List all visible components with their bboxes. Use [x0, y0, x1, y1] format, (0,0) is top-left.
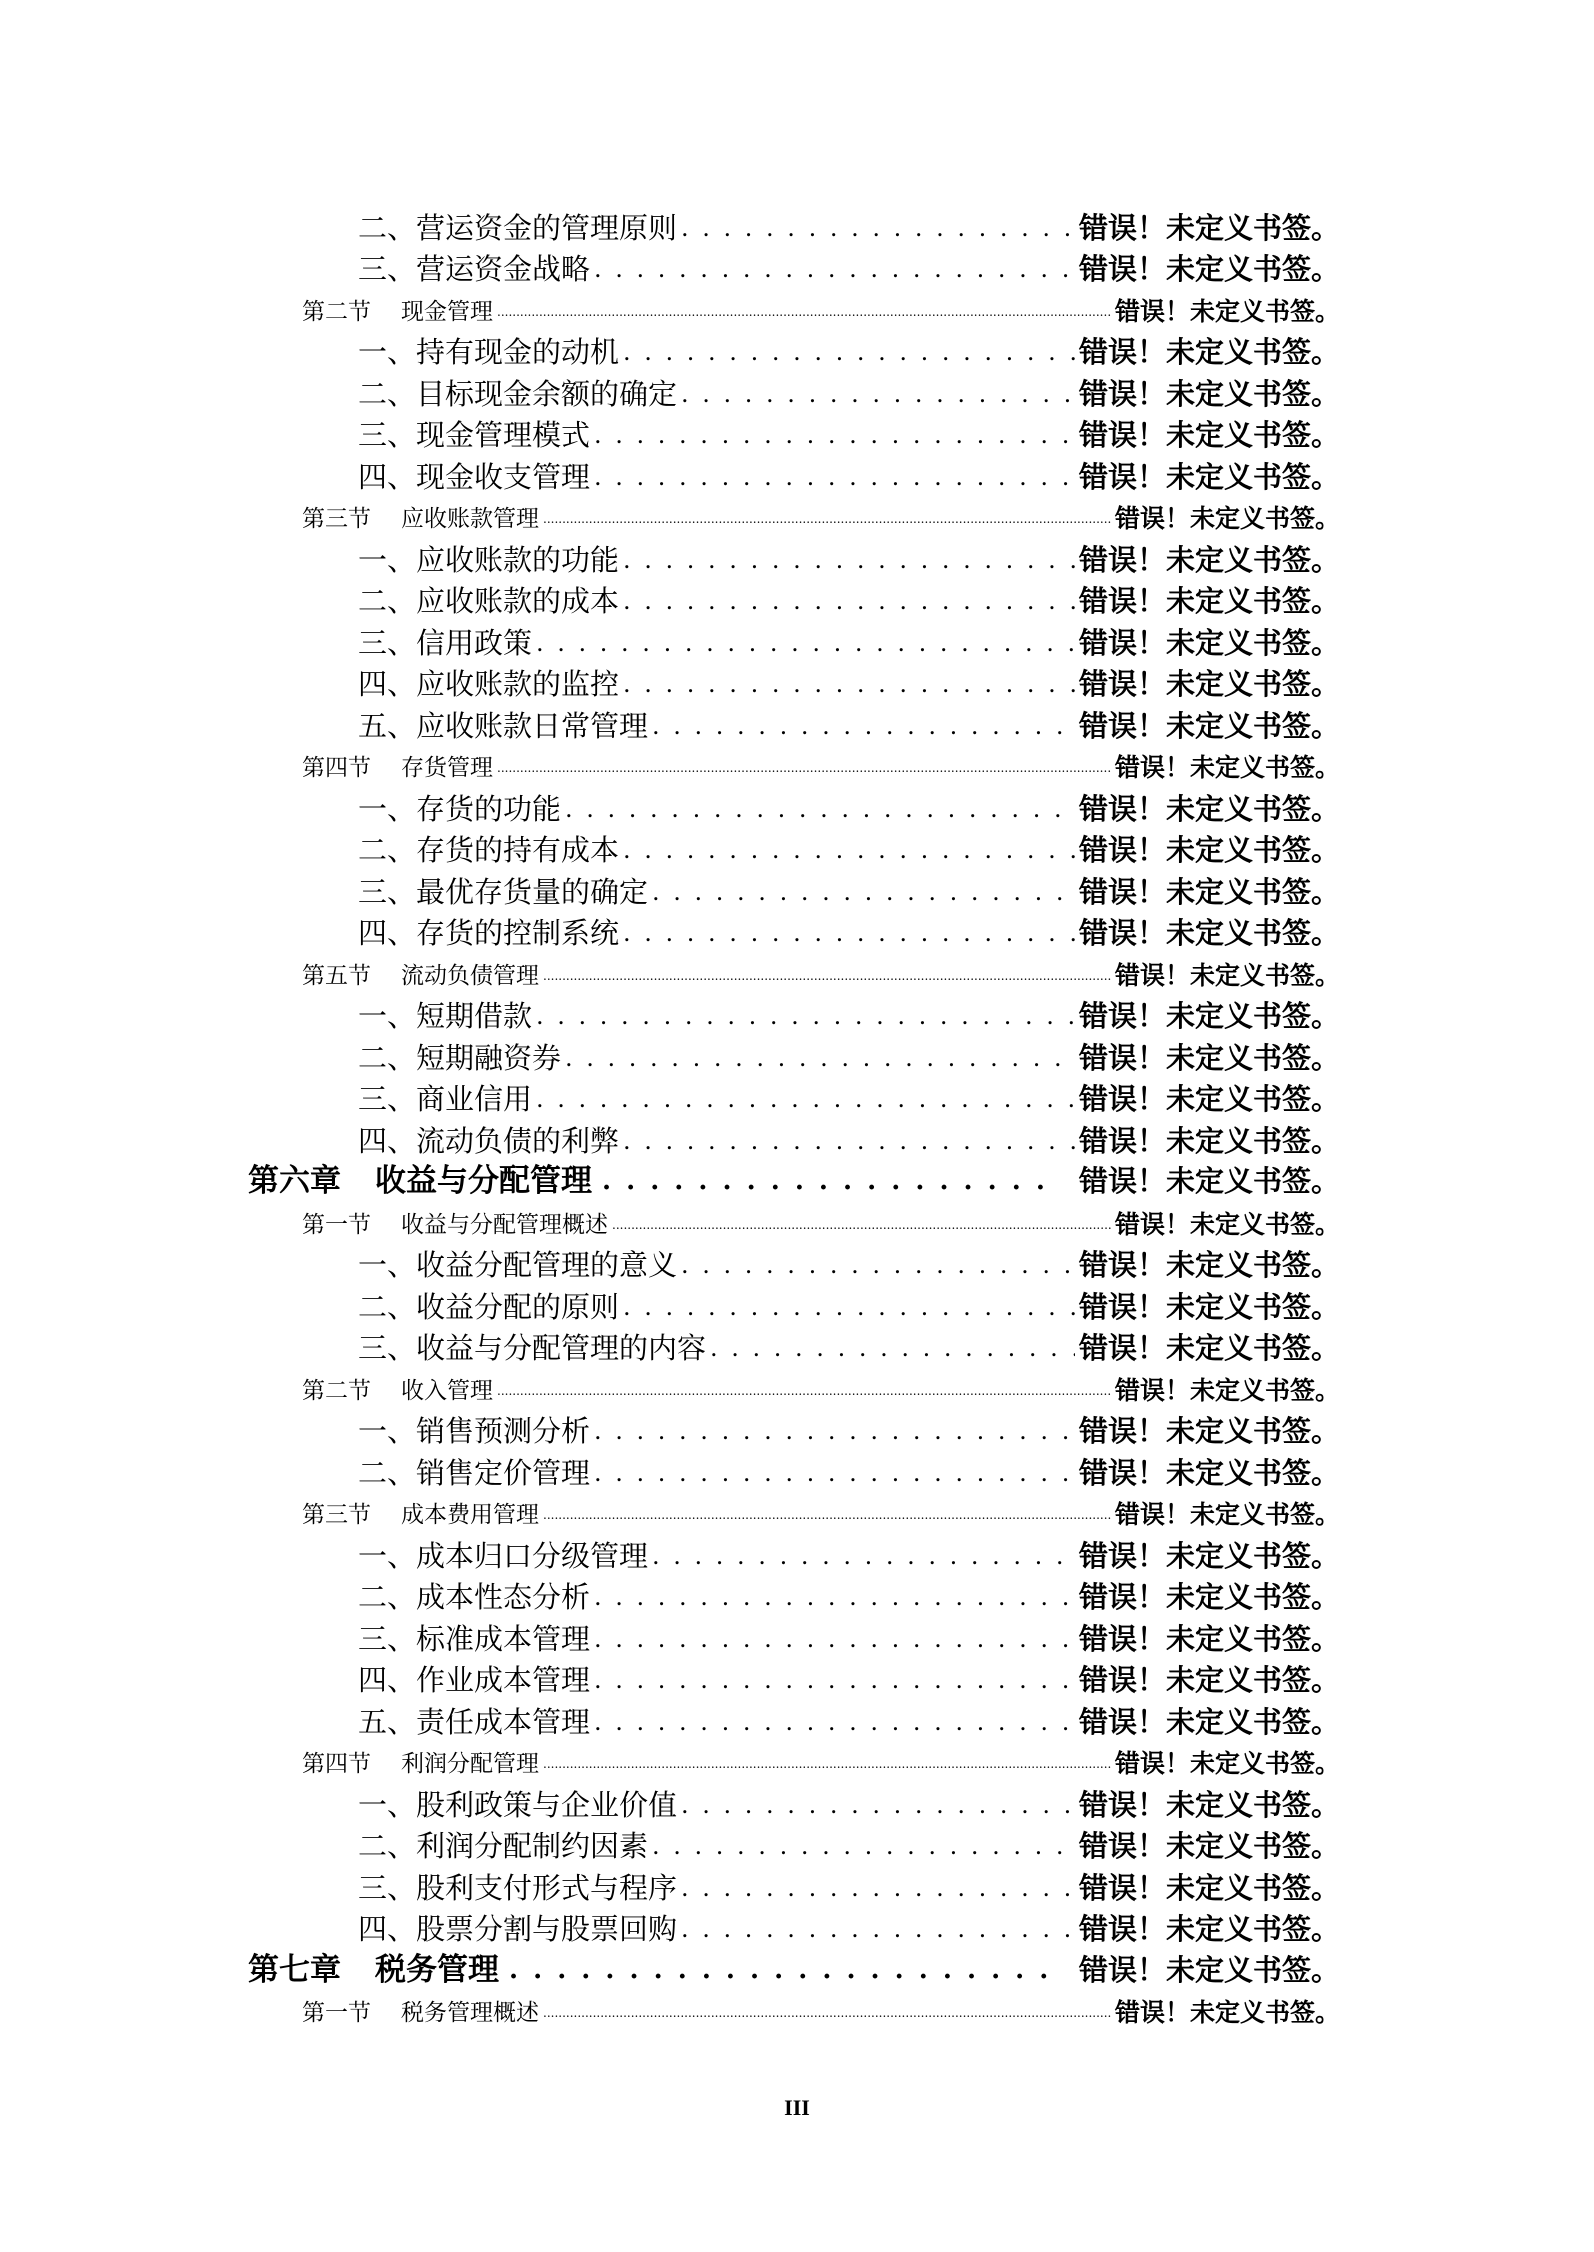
toc-entry-title	[358, 1828, 648, 1864]
toc-entry-title	[358, 1787, 677, 1823]
toc-section-row[interactable]	[0, 1740, 1340, 1782]
toc-item-row[interactable]	[0, 536, 1340, 578]
dot-leader	[543, 499, 1111, 536]
toc-entry-number: 第一节	[302, 1211, 371, 1238]
toc-entry-page-ref: 错误！未定义书签。	[1078, 584, 1340, 618]
toc-entry-page-ref: 错误！未定义书签。	[1078, 252, 1340, 286]
toc-item-row[interactable]	[0, 370, 1340, 412]
toc-entry-label: 一、销售预测分析	[358, 1414, 591, 1448]
toc-entry-page-ref: 错误！未定义书签。	[1078, 874, 1340, 909]
dot-leader	[497, 1371, 1111, 1408]
toc-entry-label: 二、短期融资券	[358, 1040, 562, 1075]
dot-leader	[543, 1744, 1111, 1781]
dot-leader	[710, 1328, 1075, 1366]
toc-section-row[interactable]	[0, 744, 1340, 786]
toc-entry-page-ref: 错误！未定义书签。	[1078, 1787, 1340, 1822]
toc-entry-page-ref: 错误！未定义书签。	[1078, 1082, 1340, 1116]
toc-entry-title	[358, 376, 677, 412]
toc-entry-title	[358, 210, 677, 246]
toc-item-row[interactable]	[0, 1034, 1340, 1076]
toc-item-row[interactable]	[0, 910, 1340, 952]
toc-entry-page-ref: 错误！未定义书签。	[1078, 376, 1340, 411]
dot-leader	[536, 623, 1075, 661]
toc-section-row[interactable]	[0, 1200, 1340, 1242]
dot-leader	[543, 1495, 1111, 1532]
toc-item-row[interactable]	[0, 1615, 1340, 1657]
toc-entry-title	[358, 998, 532, 1034]
toc-entry-label: 一、持有现金的动机	[358, 335, 620, 369]
toc-entry-title	[358, 417, 590, 453]
toc-item-row[interactable]	[0, 1906, 1340, 1948]
dot-leader	[681, 1785, 1075, 1823]
toc-entry-label: 成本费用管理	[401, 1502, 539, 1528]
toc-entry-number: 第三节	[302, 1502, 371, 1528]
toc-chapter-row[interactable]	[0, 1159, 1340, 1201]
dot-leader	[594, 1411, 1075, 1449]
dot-leader	[594, 1702, 1075, 1740]
toc-entry-page-ref: 错误！未定义书签。	[1078, 1289, 1340, 1324]
toc-entry-label: 三、标准成本管理	[358, 1621, 591, 1656]
toc-entry-title	[358, 1579, 590, 1615]
toc-item-row[interactable]	[0, 1864, 1340, 1906]
toc-entry-title	[358, 708, 648, 744]
toc-entry-title	[302, 1498, 539, 1532]
page-number: III	[784, 2095, 810, 2120]
toc-entry-number: 第三节	[302, 506, 371, 532]
toc-item-row[interactable]	[0, 993, 1340, 1035]
toc-entry-title	[302, 295, 493, 329]
toc-entry-page-ref: 错误！未定义书签。	[1078, 1580, 1340, 1614]
dot-leader	[623, 664, 1075, 702]
toc-entry-title	[358, 1330, 706, 1366]
toc-entry-page-ref: 错误！未定义书签。	[1078, 1952, 1340, 1987]
dot-leader	[681, 1909, 1075, 1947]
toc-entry-page-ref: 错误！未定义书签。	[1078, 1164, 1340, 1198]
dot-leader	[623, 332, 1075, 370]
toc-entry-title	[358, 1455, 590, 1491]
dot-leader	[594, 249, 1075, 287]
toc-entry-label: 二、成本性态分析	[358, 1580, 591, 1614]
toc-entry-title	[358, 334, 619, 370]
toc-section-row[interactable]	[0, 951, 1340, 993]
toc-entry-title	[358, 1911, 677, 1947]
dot-leader	[536, 1079, 1075, 1117]
toc-item-row[interactable]	[0, 1408, 1340, 1450]
toc-chapter-row[interactable]	[0, 1947, 1340, 1989]
dot-leader	[652, 706, 1075, 744]
dot-leader	[509, 1949, 1059, 1989]
toc-entry-title	[358, 832, 619, 868]
toc-entry-page-ref: 错误！未定义书签。	[1114, 753, 1340, 782]
dot-leader	[681, 1245, 1075, 1283]
toc-entry-page-ref: 错误！未定义书签。	[1114, 296, 1340, 326]
toc-entry-label: 存货管理	[401, 755, 493, 781]
dot-leader	[594, 415, 1075, 453]
dot-leader	[612, 1205, 1111, 1242]
toc-entry-label: 税务管理概述	[401, 2000, 539, 2026]
toc-item-row[interactable]	[0, 1283, 1340, 1325]
dot-leader	[543, 956, 1111, 993]
toc-entry-number: 第一节	[302, 2000, 371, 2026]
toc-entry-title	[358, 1123, 619, 1159]
toc-entry-page-ref: 错误！未定义书签。	[1114, 1500, 1340, 1529]
dot-leader	[536, 996, 1075, 1034]
toc-entry-page-ref: 错误！未定义书签。	[1114, 1998, 1340, 2027]
dot-leader	[497, 748, 1111, 785]
toc-section-row[interactable]	[0, 1989, 1340, 2031]
toc-item-row[interactable]	[0, 1823, 1340, 1865]
toc-entry-page-ref: 错误！未定义书签。	[1078, 1123, 1340, 1158]
toc-entry-page-ref: 错误！未定义书签。	[1078, 833, 1340, 867]
toc-entry-page-ref: 错误！未定义书签。	[1114, 504, 1340, 533]
toc-section-row[interactable]	[0, 287, 1340, 329]
toc-entry-page-ref: 错误！未定义书签。	[1078, 1912, 1340, 1946]
toc-entry-label: 五、应收账款日常管理	[358, 708, 649, 743]
toc-item-row[interactable]	[0, 412, 1340, 454]
toc-entry-label: 四、流动负债的利弊	[358, 1123, 620, 1158]
toc-entry-title	[302, 1747, 539, 1781]
toc-entry-label: 收益与分配管理概述	[401, 1211, 608, 1238]
toc-item-row[interactable]	[0, 702, 1340, 744]
toc-entry-label: 三、股利支付形式与程序	[358, 1870, 678, 1905]
toc-entry-page-ref: 错误！未定义书签。	[1078, 418, 1340, 452]
toc-item-row[interactable]	[0, 1574, 1340, 1616]
toc-entry-title	[302, 959, 539, 993]
toc-entry-label: 二、销售定价管理	[358, 1455, 591, 1490]
dot-leader	[623, 830, 1075, 868]
toc-item-row[interactable]	[0, 1657, 1340, 1699]
dot-leader	[652, 1826, 1075, 1864]
toc-entry-page-ref: 错误！未定义书签。	[1078, 1621, 1340, 1656]
dot-leader	[594, 1619, 1075, 1657]
toc-entry-label: 二、收益分配的原则	[358, 1289, 620, 1324]
toc-entry-title	[358, 542, 619, 578]
toc-entry-number: 第六章	[248, 1163, 341, 1199]
toc-entry-title	[302, 751, 493, 785]
dot-leader	[681, 1868, 1075, 1906]
toc-entry-label: 收入管理	[401, 1377, 493, 1404]
toc-entry-title	[358, 1704, 590, 1740]
toc-item-row[interactable]	[0, 1781, 1340, 1823]
toc-item-row[interactable]	[0, 1242, 1340, 1284]
toc-entry-page-ref: 错误！未定义书签。	[1078, 1040, 1340, 1075]
toc-entry-label: 三、信用政策	[358, 625, 533, 660]
toc-entry-label: 四、作业成本管理	[358, 1663, 591, 1697]
toc-item-row[interactable]	[0, 578, 1340, 620]
toc-item-row[interactable]	[0, 868, 1340, 910]
toc-entry-number: 第四节	[302, 755, 371, 781]
toc-entry-title	[358, 1289, 619, 1325]
toc-entry-title	[248, 1951, 499, 1989]
toc-entry-title	[358, 1040, 561, 1076]
toc-entry-number: 第七章	[248, 1951, 341, 1988]
dot-leader	[623, 913, 1075, 951]
dot-leader	[623, 1121, 1075, 1159]
toc-item-row[interactable]	[0, 453, 1340, 495]
toc-entry-page-ref: 错误！未定义书签。	[1114, 1209, 1340, 1239]
toc-entry-label: 现金管理	[401, 298, 493, 325]
dot-leader	[565, 789, 1075, 827]
toc-section-row[interactable]	[0, 495, 1340, 537]
toc-entry-page-ref: 错误！未定义书签。	[1078, 1248, 1340, 1282]
toc-entry-label: 三、营运资金战略	[358, 252, 591, 286]
toc-item-row[interactable]	[0, 246, 1340, 288]
toc-entry-title	[358, 1870, 677, 1906]
toc-entry-title	[248, 1162, 592, 1200]
dot-leader	[594, 1660, 1075, 1698]
toc-entry-page-ref: 错误！未定义书签。	[1078, 542, 1340, 577]
toc-entry-label: 四、现金收支管理	[358, 459, 591, 494]
toc-entry-label: 一、短期借款	[358, 999, 533, 1033]
dot-leader	[594, 1577, 1075, 1615]
toc-entry-page-ref: 错误！未定义书签。	[1114, 1749, 1340, 1778]
toc-entry-number: 第二节	[302, 1377, 371, 1404]
toc-entry-page-ref: 错误！未定义书签。	[1114, 960, 1340, 990]
toc-entry-label: 税务管理	[375, 1951, 499, 1988]
dot-leader	[623, 1287, 1075, 1325]
toc-item-row[interactable]	[0, 1532, 1340, 1574]
toc-entry-label: 四、存货的控制系统	[358, 916, 620, 950]
toc-entry-number: 第四节	[302, 1751, 371, 1777]
toc-entry-page-ref: 错误！未定义书签。	[1078, 1414, 1340, 1448]
toc-entry-page-ref: 错误！未定义书签。	[1078, 1331, 1340, 1365]
dot-leader	[623, 581, 1075, 619]
toc-item-row[interactable]	[0, 1076, 1340, 1118]
toc-entry-label: 三、最优存货量的确定	[358, 874, 649, 909]
toc-entry-label: 四、股票分割与股票回购	[358, 1912, 678, 1946]
toc-entry-title	[358, 459, 590, 495]
toc-entry-page-ref: 错误！未定义书签。	[1078, 708, 1340, 743]
toc-item-row[interactable]	[0, 1698, 1340, 1740]
toc-entry-label: 二、利润分配制约因素	[358, 1829, 649, 1863]
toc-entry-label: 二、营运资金的管理原则	[358, 210, 678, 245]
toc-entry-label: 利润分配管理	[401, 1751, 539, 1777]
toc-item-row[interactable]	[0, 619, 1340, 661]
toc-entry-title	[358, 791, 561, 827]
dot-leader	[594, 457, 1075, 495]
toc-entry-page-ref: 错误！未定义书签。	[1078, 1455, 1340, 1490]
toc-item-row[interactable]	[0, 329, 1340, 371]
toc-entry-title	[302, 1374, 493, 1408]
toc-entry-number: 第二节	[302, 298, 371, 325]
toc-entry-number: 第五节	[302, 962, 371, 989]
toc-entry-label: 二、应收账款的成本	[358, 584, 620, 618]
toc-entry-label: 二、存货的持有成本	[358, 833, 620, 867]
toc-item-row[interactable]	[0, 1117, 1340, 1159]
dot-leader	[497, 292, 1111, 329]
toc-entry-page-ref: 错误！未定义书签。	[1078, 791, 1340, 826]
toc-entry-page-ref: 错误！未定义书签。	[1078, 625, 1340, 660]
toc-entry-title	[358, 1538, 648, 1574]
toc-item-row[interactable]	[0, 1449, 1340, 1491]
toc-entry-title	[302, 502, 539, 536]
toc-entry-title	[358, 915, 619, 951]
toc-entry-title	[302, 1996, 539, 2030]
toc-entry-page-ref: 错误！未定义书签。	[1078, 1704, 1340, 1739]
dot-leader	[652, 872, 1075, 910]
toc-entry-label: 一、股利政策与企业价值	[358, 1787, 678, 1822]
toc-entry-page-ref: 错误！未定义书签。	[1078, 335, 1340, 369]
toc-entry-label: 一、收益分配管理的意义	[358, 1248, 678, 1282]
dot-leader	[681, 208, 1075, 246]
dot-leader	[681, 374, 1075, 412]
toc-item-row[interactable]	[0, 204, 1340, 246]
toc-entry-title	[358, 1247, 677, 1283]
toc-entry-title	[358, 1621, 590, 1657]
toc-entry-title	[358, 625, 532, 661]
toc-section-row[interactable]	[0, 1366, 1340, 1408]
toc-item-row[interactable]	[0, 1325, 1340, 1367]
toc-entry-label: 一、存货的功能	[358, 791, 562, 826]
dot-leader	[594, 1453, 1075, 1491]
toc-entry-page-ref: 错误！未定义书签。	[1078, 1538, 1340, 1573]
toc-entry-label: 三、收益与分配管理的内容	[358, 1331, 707, 1365]
toc-entry-label: 流动负债管理	[401, 962, 539, 989]
toc-entry-title	[358, 583, 619, 619]
dot-leader	[623, 540, 1075, 578]
toc-entry-label: 应收账款管理	[401, 506, 539, 532]
toc-entry-page-ref: 错误！未定义书签。	[1078, 210, 1340, 245]
toc-entry-label: 二、目标现金余额的确定	[358, 376, 678, 411]
toc-section-row[interactable]	[0, 1491, 1340, 1533]
toc-item-row[interactable]	[0, 785, 1340, 827]
toc-entry-page-ref: 错误！未定义书签。	[1114, 1375, 1340, 1405]
toc-entry-title	[358, 666, 619, 702]
dot-leader	[543, 1993, 1111, 2030]
toc-entry-title	[358, 1413, 590, 1449]
table-of-contents	[0, 204, 1594, 2030]
toc-entry-page-ref: 错误！未定义书签。	[1078, 1663, 1340, 1697]
toc-entry-label: 一、成本归口分级管理	[358, 1538, 649, 1573]
toc-entry-label: 三、现金管理模式	[358, 418, 591, 452]
dot-leader	[652, 1536, 1075, 1574]
toc-entry-title	[358, 874, 648, 910]
toc-entry-page-ref: 错误！未定义书签。	[1078, 916, 1340, 950]
toc-entry-label: 四、应收账款的监控	[358, 667, 620, 701]
toc-entry-page-ref: 错误！未定义书签。	[1078, 459, 1340, 494]
toc-entry-label: 一、应收账款的功能	[358, 542, 620, 577]
toc-entry-title	[358, 251, 590, 287]
toc-entry-page-ref: 错误！未定义书签。	[1078, 999, 1340, 1033]
toc-entry-label: 五、责任成本管理	[358, 1704, 591, 1739]
dot-leader	[565, 1038, 1075, 1076]
toc-item-row[interactable]	[0, 661, 1340, 703]
dot-leader	[602, 1160, 1059, 1200]
toc-item-row[interactable]	[0, 827, 1340, 869]
toc-entry-page-ref: 错误！未定义书签。	[1078, 667, 1340, 701]
toc-entry-page-ref: 错误！未定义书签。	[1078, 1870, 1340, 1905]
toc-entry-title	[302, 1208, 608, 1242]
toc-entry-label: 收益与分配管理	[375, 1163, 592, 1199]
toc-entry-title	[358, 1662, 590, 1698]
toc-entry-title	[358, 1081, 532, 1117]
toc-entry-label: 三、商业信用	[358, 1082, 533, 1116]
toc-entry-page-ref: 错误！未定义书签。	[1078, 1829, 1340, 1863]
